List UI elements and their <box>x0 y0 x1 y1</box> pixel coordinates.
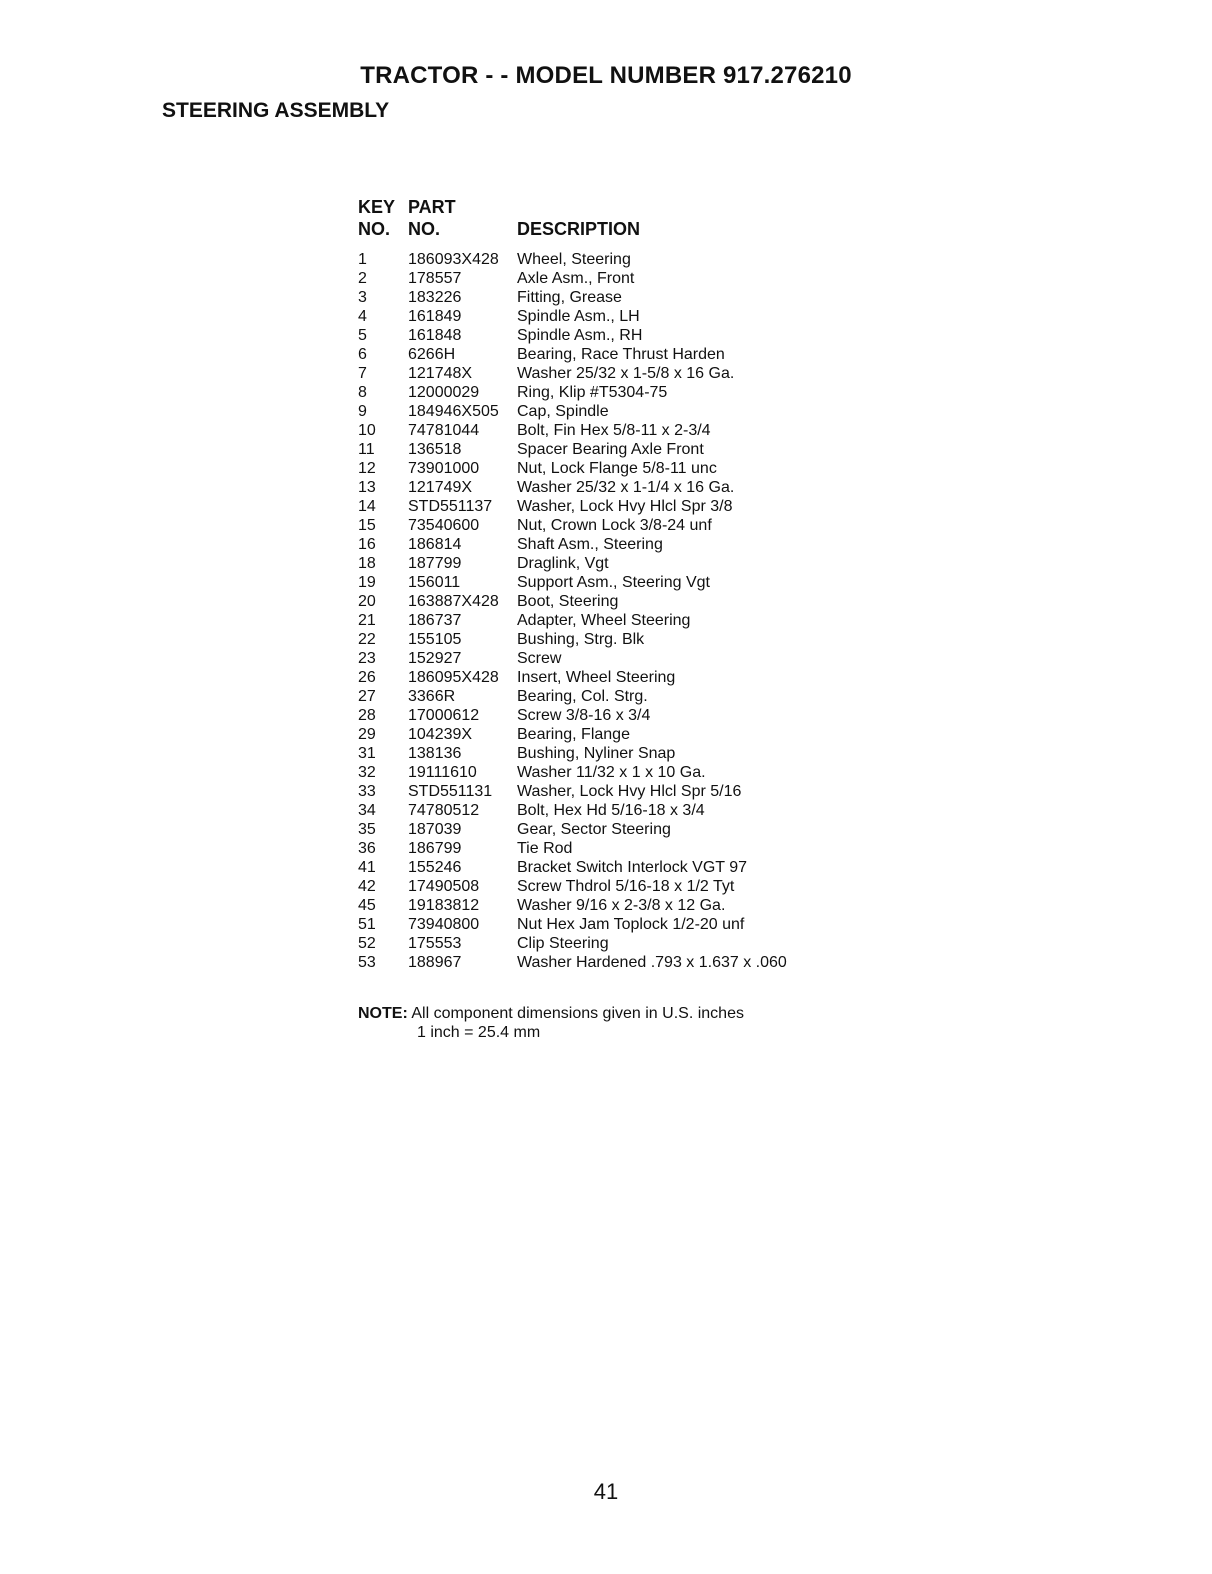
header-part-line2: NO. <box>408 219 441 239</box>
key-no: 29 <box>358 726 376 743</box>
part-no: 187799 <box>408 555 462 572</box>
part-no: 163887X428 <box>408 593 499 610</box>
key-no: 45 <box>358 897 376 914</box>
part-description: Washer 25/32 x 1-5/8 x 16 Ga. <box>517 365 735 382</box>
part-no: 161849 <box>408 308 462 325</box>
part-description: Nut, Lock Flange 5/8-11 unc <box>517 460 717 477</box>
section-title: STEERING ASSEMBLY <box>162 99 390 122</box>
part-description: Nut, Crown Lock 3/8-24 unf <box>517 517 712 534</box>
header-key-line1: KEY <box>358 197 396 217</box>
key-no: 53 <box>358 954 376 971</box>
part-no: 74781044 <box>408 422 480 439</box>
part-description: Screw Thdrol 5/16-18 x 1/2 Tyt <box>517 878 735 895</box>
part-description: Fitting, Grease <box>517 289 622 306</box>
part-no: 175553 <box>408 935 462 952</box>
part-no: 3366R <box>408 688 456 705</box>
part-no: STD551137 <box>408 498 493 515</box>
note-label: NOTE: <box>358 1005 408 1022</box>
part-description: Cap, Spindle <box>517 403 609 420</box>
part-description: Washer 11/32 x 1 x 10 Ga. <box>517 764 706 781</box>
key-no: 2 <box>358 270 367 287</box>
page-number: 41 <box>593 1479 619 1504</box>
part-description: Bolt, Fin Hex 5/8-11 x 2-3/4 <box>517 422 711 439</box>
part-no: 156011 <box>408 574 461 591</box>
key-no: 11 <box>358 441 375 458</box>
part-description: Adapter, Wheel Steering <box>517 612 691 629</box>
key-no: 6 <box>358 346 367 363</box>
part-no: 138136 <box>408 745 462 762</box>
key-no: 13 <box>358 479 376 496</box>
key-no: 9 <box>358 403 367 420</box>
part-description: Washer 25/32 x 1-1/4 x 16 Ga. <box>517 479 735 496</box>
part-no: 186799 <box>408 840 462 857</box>
note <box>358 1004 744 1042</box>
part-description: Tie Rod <box>517 840 573 857</box>
part-no: 74780512 <box>408 802 480 819</box>
key-no: 15 <box>358 517 376 534</box>
part-no: 73901000 <box>408 460 480 477</box>
key-no: 51 <box>358 916 376 933</box>
key-no: 41 <box>358 859 376 876</box>
note-line2: 1 inch = 25.4 mm <box>417 1024 541 1041</box>
part-description: Washer 9/16 x 2-3/8 x 12 Ga. <box>517 897 726 914</box>
page-title: TRACTOR - - MODEL NUMBER 917.276210 <box>360 62 852 89</box>
part-no: 184946X505 <box>408 403 499 420</box>
part-description: Nut Hex Jam Toplock 1/2-20 unf <box>517 916 745 933</box>
part-description: Shaft Asm., Steering <box>517 536 663 553</box>
key-no: 19 <box>358 574 376 591</box>
part-description: Bushing, Strg. Blk <box>517 631 645 648</box>
key-no: 20 <box>358 593 376 610</box>
header-part-line1: PART <box>408 197 456 217</box>
part-description: Screw 3/8-16 x 3/4 <box>517 707 651 724</box>
part-description: Support Asm., Steering Vgt <box>517 574 710 591</box>
key-no: 36 <box>358 840 376 857</box>
note-text: All component dimensions given in U.S. inches <box>411 1005 744 1022</box>
part-no: 183226 <box>408 289 462 306</box>
part-description: Spindle Asm., RH <box>517 327 643 344</box>
part-no: 186095X428 <box>408 669 499 686</box>
part-no: 186093X428 <box>408 251 499 268</box>
part-description: Washer Hardened .793 x 1.637 x .060 <box>517 954 787 971</box>
part-description: Boot, Steering <box>517 593 619 610</box>
key-no: 10 <box>358 422 376 439</box>
part-no: 152927 <box>408 650 462 667</box>
part-no: 6266H <box>408 346 456 363</box>
part-no: 17000612 <box>408 707 480 724</box>
header-key-line2: NO. <box>358 219 391 239</box>
key-no: 34 <box>358 802 376 819</box>
part-description: Bushing, Nyliner Snap <box>517 745 676 762</box>
key-no: 52 <box>358 935 376 952</box>
header-description: DESCRIPTION <box>517 219 641 239</box>
part-description: Axle Asm., Front <box>517 270 635 287</box>
part-no: STD551131 <box>408 783 493 800</box>
key-no: 12 <box>358 460 376 477</box>
part-no: 121749X <box>408 479 473 496</box>
part-no: 155105 <box>408 631 462 648</box>
part-no: 73940800 <box>408 916 480 933</box>
part-no: 19111610 <box>408 764 477 781</box>
key-no: 22 <box>358 631 376 648</box>
part-description: Insert, Wheel Steering <box>517 669 676 686</box>
part-description: Gear, Sector Steering <box>517 821 671 838</box>
part-no: 17490508 <box>408 878 480 895</box>
part-no: 187039 <box>408 821 462 838</box>
part-description: Screw <box>517 650 562 667</box>
part-description: Spindle Asm., LH <box>517 308 640 325</box>
key-no: 42 <box>358 878 376 895</box>
key-no: 16 <box>358 536 376 553</box>
part-description: Bearing, Col. Strg. <box>517 688 648 705</box>
key-no: 26 <box>358 669 376 686</box>
part-no: 136518 <box>408 441 462 458</box>
note-line1 <box>358 1004 744 1023</box>
part-no: 188967 <box>408 954 462 971</box>
key-no: 35 <box>358 821 376 838</box>
key-no: 18 <box>358 555 376 572</box>
part-no: 121748X <box>408 365 473 382</box>
part-description: Wheel, Steering <box>517 251 631 268</box>
part-description: Bearing, Race Thrust Harden <box>517 346 725 363</box>
part-description: Spacer Bearing Axle Front <box>517 441 704 458</box>
part-description: Bearing, Flange <box>517 726 630 743</box>
part-description: Bracket Switch Interlock VGT 97 <box>517 859 748 876</box>
key-no: 28 <box>358 707 376 724</box>
part-no: 186737 <box>408 612 462 629</box>
part-description: Clip Steering <box>517 935 609 952</box>
key-no: 7 <box>358 365 367 382</box>
part-no: 186814 <box>408 536 462 553</box>
part-description: Washer, Lock Hvy Hlcl Spr 5/16 <box>517 783 742 800</box>
key-no: 23 <box>358 650 376 667</box>
part-no: 178557 <box>408 270 462 287</box>
key-no: 3 <box>358 289 367 306</box>
key-no: 31 <box>358 745 376 762</box>
part-no: 155246 <box>408 859 462 876</box>
key-no: 1 <box>358 251 367 268</box>
key-no: 32 <box>358 764 376 781</box>
part-no: 161848 <box>408 327 462 344</box>
key-no: 8 <box>358 384 367 401</box>
key-no: 27 <box>358 688 376 705</box>
key-no: 33 <box>358 783 376 800</box>
part-no: 73540600 <box>408 517 480 534</box>
part-description: Draglink, Vgt <box>517 555 609 572</box>
key-no: 4 <box>358 308 367 325</box>
part-description: Washer, Lock Hvy Hlcl Spr 3/8 <box>517 498 733 515</box>
key-no: 5 <box>358 327 367 344</box>
part-no: 104239X <box>408 726 473 743</box>
part-description: Bolt, Hex Hd 5/16-18 x 3/4 <box>517 802 705 819</box>
part-no: 19183812 <box>408 897 480 914</box>
key-no: 14 <box>358 498 376 515</box>
part-no: 12000029 <box>408 384 480 401</box>
part-description: Ring, Klip #T5304-75 <box>517 384 668 401</box>
key-no: 21 <box>358 612 376 629</box>
